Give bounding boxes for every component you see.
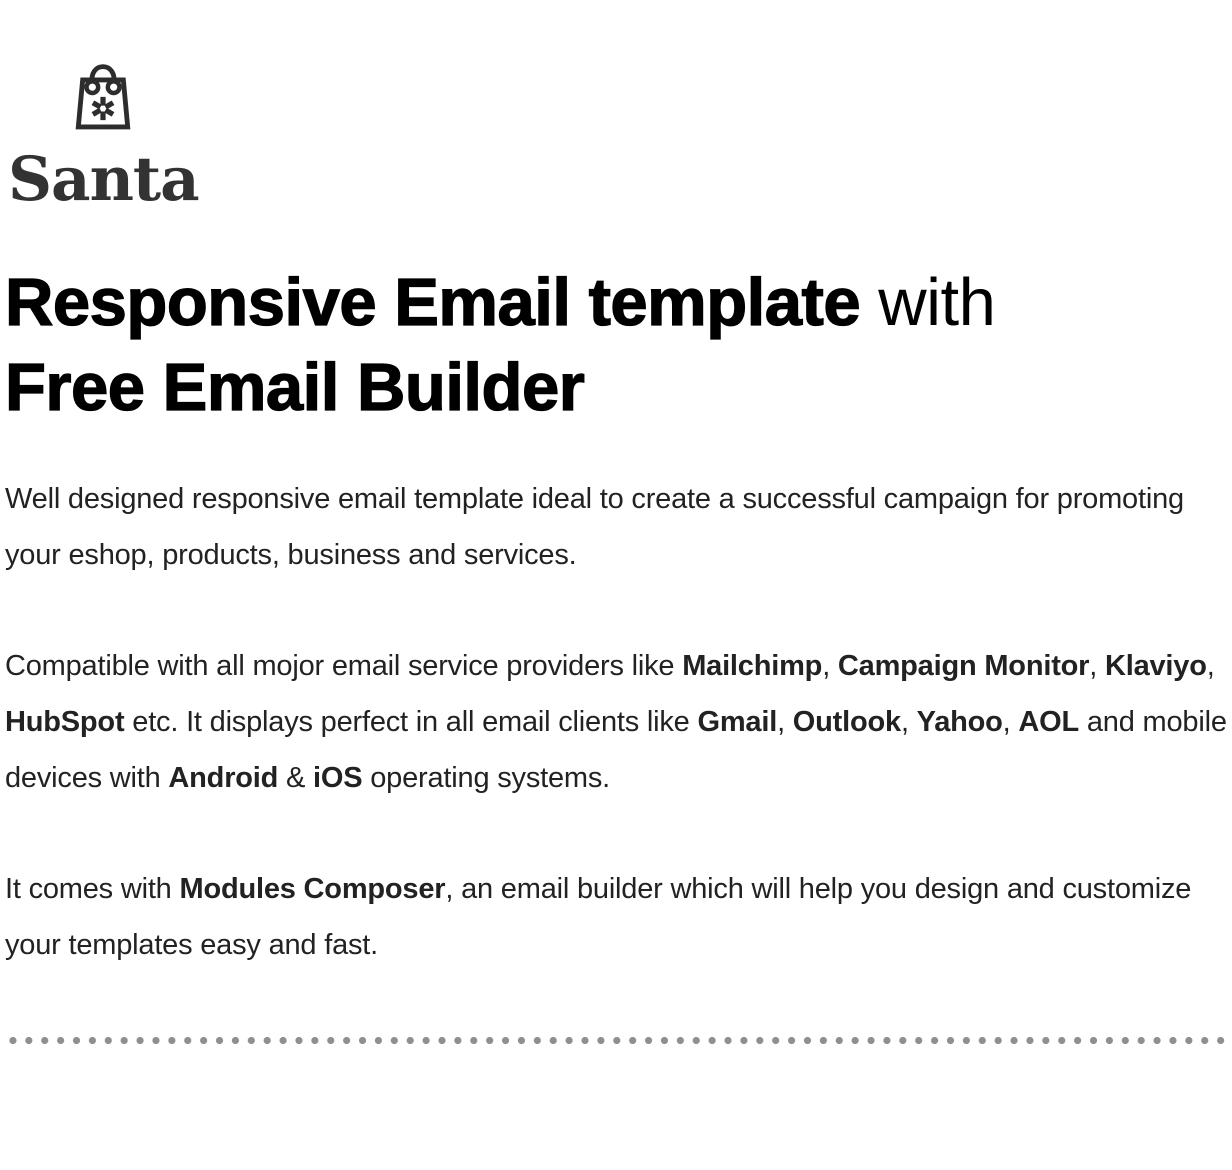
text-segment: iOS [313, 762, 363, 794]
intro-paragraphs [5, 471, 1227, 973]
text-segment: Free Email Builder [5, 350, 585, 425]
text-segment: Gmail [697, 706, 778, 738]
intro-paragraph-3 [5, 861, 1227, 973]
text-segment: Mailchimp [682, 650, 823, 682]
text-segment: Compatible with all mojor email service providers like [5, 650, 683, 682]
text-segment: Campaign Monitor [837, 650, 1090, 682]
text-segment: It comes with [5, 873, 180, 905]
text-segment: AOL [1018, 706, 1080, 738]
text-segment: , [1089, 650, 1105, 682]
text-segment: with [878, 265, 996, 340]
text-segment: etc. It displays perfect in all email clients like [124, 706, 698, 738]
text-segment: Outlook [792, 706, 901, 738]
text-segment: , [1002, 706, 1019, 738]
page [0, 56, 1232, 1044]
text-segment: , [822, 650, 838, 682]
text-segment: HubSpot [5, 706, 125, 738]
text-segment: and mobile devices with [5, 706, 1227, 794]
intro-paragraph-2 [5, 638, 1227, 806]
text-segment [860, 265, 878, 340]
text-segment: Well designed responsive email template ideal to create a successful campaign for promoting your eshop, products, business and services. [5, 483, 1184, 571]
shopping-bag-icon [72, 56, 134, 132]
text-segment: Klaviyo [1104, 650, 1207, 682]
text-segment: , [900, 706, 917, 738]
page-title [5, 260, 1227, 430]
text-segment: operating systems. [362, 762, 611, 794]
text-segment: Modules Composer [179, 873, 446, 905]
text-segment: Responsive Email template [5, 265, 861, 340]
brand-logo[interactable] [8, 56, 199, 215]
intro-paragraph-1 [5, 471, 1227, 583]
text-segment: , [777, 706, 793, 738]
text-segment: , [1206, 650, 1215, 682]
dotted-divider [5, 1037, 1227, 1044]
text-segment: , an email builder which will help you design and customize your templates easy and fast. [5, 873, 1192, 961]
text-segment: Android [168, 762, 279, 794]
brand-name: Santa [8, 144, 199, 215]
text-segment: & [278, 762, 314, 794]
text-segment: Yahoo [916, 706, 1003, 738]
